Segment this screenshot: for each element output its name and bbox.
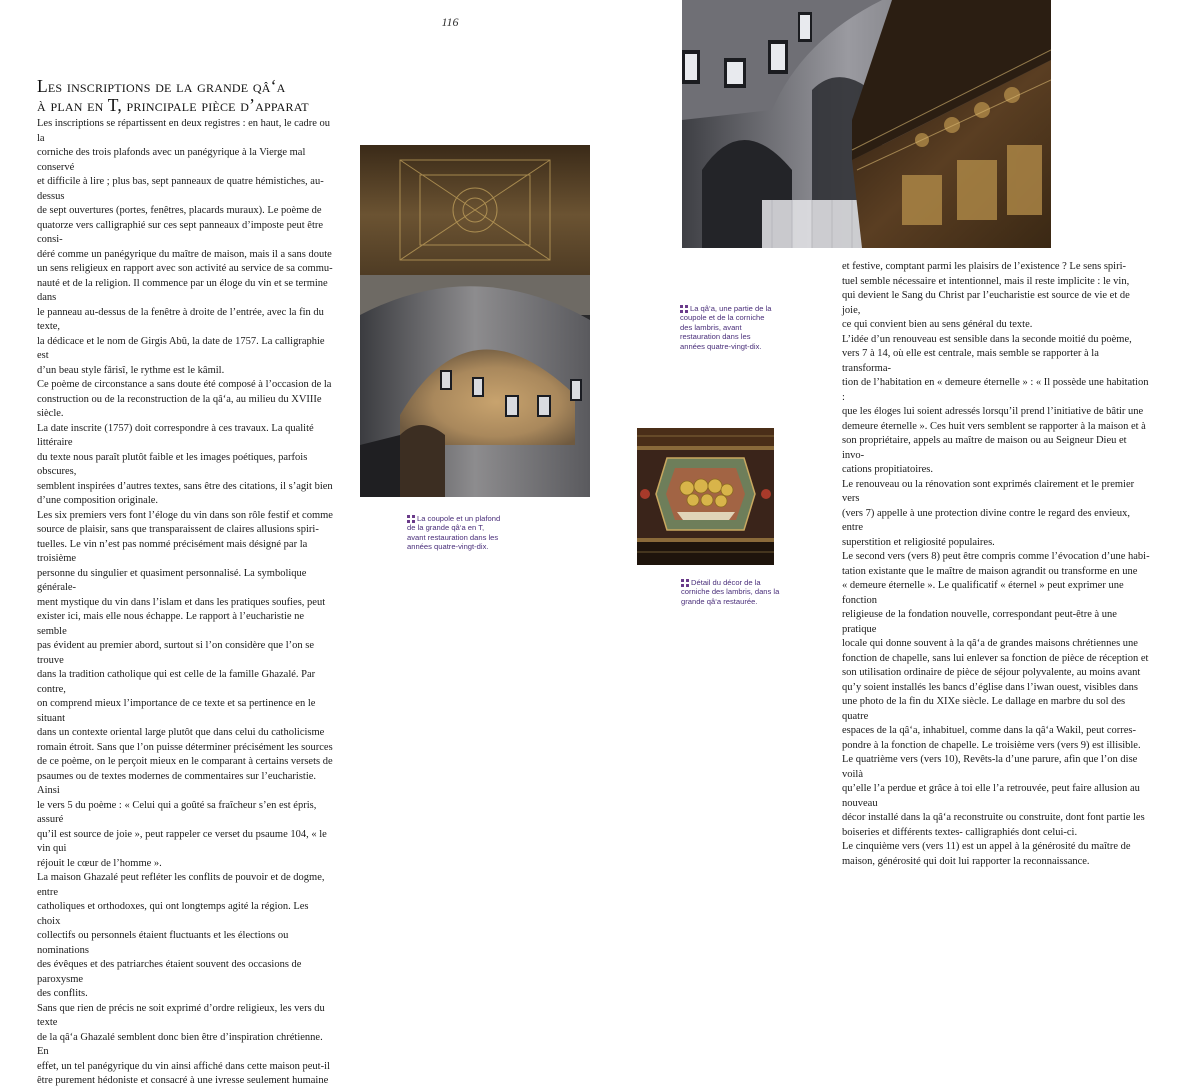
text-line: de la qâ‘a Ghazalé semblent donc bien être d’inspiration chrétienne. En (37, 1031, 323, 1057)
text-line: Le second vers (vers 8) peut être compris comme l’évocation d’une habi- (842, 551, 1150, 562)
text-line: romain étroit. Sans que l’on puisse déterminer précisément les sources (37, 741, 333, 753)
caption-dome-ceiling (407, 514, 502, 552)
text-line: d’un beau style fârisî, le rythme est le kâmil. (37, 364, 225, 376)
text-line: boiseries et différents textes- calligraphiés dont celui-ci. (842, 826, 1078, 838)
text-line: quatorze vers calligraphié sur ces sept panneaux d’imposte peut être consi- (37, 219, 324, 245)
text-line: Sans que rien de précis ne soit exprimé d’ordre religieux, les vers du texte (37, 1002, 325, 1028)
text-line: pondre à la fonction de chapelle. Le troisième vers (vers 9) est illisible. (842, 739, 1141, 751)
text-line: Ce poème de circonstance a sans doute été composé à l’occasion de la (37, 379, 332, 390)
text-line: son utilisation ordinaire de pièce de séjour polyvalente, au moins avant (842, 667, 1141, 678)
text-line: des évêques et des patriarches étaient souvent des occasions de paroxysme (37, 959, 302, 985)
text-line: La maison Ghazalé peut refléter les conflits de pouvoir et de dogme, entre (37, 872, 325, 898)
text-line: de ce poème, on le perçoit mieux en le comparant à certains versets de (37, 756, 333, 767)
photo-qaa-cupola-cornice (682, 0, 1051, 248)
caption-ornament-icon (681, 579, 689, 587)
text-line: qu’elle l’a perdue et grâce à toi elle l’a retrouvée, peut faire allusion au nouveau (842, 783, 1140, 809)
text-line: collectifs ou personnels étaient fluctuants et les élections ou nominations (37, 930, 289, 956)
text-line: tation existante que le maître de maison agrandit ou transforme en une (842, 565, 1138, 577)
text-line: un sens religieux en rapport avec son activité au service de sa commu- (37, 263, 333, 274)
text-line: psaumes ou de textes modernes de commentaires sur l’eucharistie. Ainsi (37, 770, 317, 796)
text-line: vers 7 à 14, où elle est centrale, mais semble se rapporter à la transforma- (842, 348, 1099, 374)
text-line: d’une composition originale. (37, 495, 159, 506)
caption-dome-ceiling-text: La coupole et un plafond de la grande qâ‘a en T, avant restauration dans les années quatre-vingt-dix. (407, 514, 501, 552)
text-line: exister ici, mais elle nous échappe. Le rapport à l’eucharistie ne semble (37, 611, 305, 637)
text-line: du texte nous paraît plutôt faible et les images poétiques, parfois obscures, (37, 451, 308, 477)
text-line: décor installé dans la qâ‘a reconstruite ou construite, dont font partie les (842, 812, 1145, 823)
text-line: tion de l’habitation en « demeure éternelle » : « Il possède une habitation : (842, 377, 1149, 403)
text-line: catholiques et orthodoxes, qui ont longtemps agité la région. Les choix (37, 901, 309, 927)
text-line: de sept ouvertures (portes, fenêtres, placards muraux). Le poème de (37, 205, 322, 216)
text-line: tuelles. Le vin n’est pas nommé précisément mais désigné par la troisième (37, 538, 308, 564)
section-title-line-1: Les inscriptions de la grande qâ‘a (37, 76, 286, 96)
text-line: nauté et de la religion. Il commence par un éloge du vin et se termine dans (37, 277, 328, 303)
text-line: le panneau au-dessus de la fenêtre à droite de l’entrée, avec la fin du texte, (37, 306, 324, 332)
caption-cornice-detail-text: Détail du décor de la corniche des lambris, dans la grande qâ‘a restaurée. (681, 578, 780, 606)
caption-qaa-cupola (680, 304, 775, 351)
text-line: source de plaisir, sans que transparaissent de claires allusions spiri- (37, 524, 319, 535)
text-line: des conflits. (37, 988, 88, 999)
text-line: on comprend mieux l’importance de ce texte et sa pertinence en le situant (37, 698, 316, 724)
text-line: ment mystique du vin dans l’islam et dans les pratiques soufies, peut (37, 596, 326, 608)
text-line: Les inscriptions se répartissent en deux registres : en haut, le cadre ou la (37, 118, 331, 144)
text-line: (vers 7) appelle à une protection divine contre le regard des envieux, entre (842, 507, 1131, 533)
text-line: Les six premiers vers font l’éloge du vin dans son rôle festif et comme (37, 509, 333, 521)
text-line: tuel semble nécessaire et intentionnel, mais il reste implicite : le vin, (842, 275, 1130, 287)
text-line: construction ou de la reconstruction de la qâ‘a, au milieu du XVIIIe siècle. (37, 393, 322, 419)
text-line: superstition et religiosité populaires. (842, 536, 995, 548)
text-line: semblent inspirées d’autres textes, sans être des citations, il s’agit bien (37, 480, 333, 492)
text-line: cations propitiatoires. (842, 464, 933, 475)
text-line: Le renouveau ou la rénovation sont exprimés clairement et le premier vers (842, 478, 1135, 504)
text-line: réjouit le cœur de l’homme ». (37, 857, 162, 869)
text-line: que les éloges lui soient adressés lorsqu’il prend l’initiative de bâtir une (842, 406, 1144, 417)
text-line: effet, un tel panégyrique du vin ainsi affiché dans cette maison peut-il (37, 1060, 330, 1072)
text-column-left (37, 117, 333, 1089)
text-line: être purement hédoniste et consacré à une ivresse seulement humaine (37, 1075, 329, 1086)
photo-dome-ceiling (360, 145, 590, 497)
text-line: une photo de la fin du XIXe siècle. Le dallage en marbre du sol des quatre (842, 696, 1126, 722)
text-line: personne du singulier et quasiment personnalisé. La symbolique générale- (37, 567, 307, 593)
section-title-line-2: à plan en T, principale pièce d’apparat (37, 95, 309, 115)
text-line: Le quatrième vers (vers 10), Revêts-la d’une parure, afin que l’on dise voilà (842, 754, 1138, 780)
text-line: « demeure éternelle ». Le qualificatif « éternel » peut exprimer une fonction (842, 580, 1124, 606)
caption-qaa-cupola-text: La qâ‘a, une partie de la coupole et de la corniche des lambris, avant restauration dans les années quatre-vingt-dix. (680, 304, 772, 351)
text-line: La date inscrite (1757) doit correspondre à ces travaux. La qualité littéraire (37, 422, 314, 448)
text-line: et difficile à lire ; plus bas, sept panneaux de quatre hémistiches, au-dessus (37, 176, 324, 202)
text-line: dans un contexte oriental large plutôt que dans celui du catholicisme (37, 727, 325, 738)
text-line: espaces de la qâ‘a, inhabituel, comme dans la qâ‘a Wakil, peut corres- (842, 725, 1137, 736)
text-line: dans la tradition catholique qui est celle de la famille Ghazalé. Par contre, (37, 669, 316, 695)
page-number: 116 (441, 15, 459, 29)
text-line: qui devient le Sang du Christ par l’eucharistie est source de vie et de joie, (842, 290, 1130, 316)
text-line: son propriétaire, appels au maître de maison ou au Seigneur Dieu et invo- (842, 435, 1127, 461)
caption-cornice-detail (681, 578, 781, 606)
photo-cornice-detail (637, 428, 774, 565)
text-line: et festive, comptant parmi les plaisirs de l’existence ? Le sens spiri- (842, 261, 1126, 272)
text-line: demeure éternelle ». Ces huit vers semblent se rapporter à la maison et à (842, 420, 1146, 432)
text-line: religieuse de la fondation nouvelle, correspondant peut-être à une pratique (842, 609, 1117, 635)
text-line: qu’y soient installés les bancs d’église dans l’iwan ouest, visibles dans (842, 681, 1138, 693)
text-line: déré comme un panégyrique du maître de maison, mais il a sans doute (37, 248, 332, 260)
text-line: fonction de chapelle, sans lui enlever sa fonction de pièce de réception et (842, 652, 1149, 664)
caption-ornament-icon (407, 515, 415, 523)
text-line: ce qui convient bien au sens général du texte. (842, 319, 1033, 330)
text-line: corniche des trois plafonds avec un panégyrique à la Vierge mal conservé (37, 147, 306, 173)
text-line: la dédicace et le nom de Girgis Abû, la date de 1757. La calligraphie est (37, 335, 325, 361)
text-line: Le cinquième vers (vers 11) est un appel à la générosité du maître de (842, 841, 1131, 852)
text-line: L’idée d’un renouveau est sensible dans la seconde moitié du poème, (842, 333, 1132, 345)
text-line: locale qui donne souvent à la qâ‘a de grandes maisons chrétiennes une (842, 638, 1138, 649)
caption-ornament-icon (680, 305, 688, 313)
text-line: le vers 5 du poème : « Celui qui a goûté sa fraîcheur s’en est épris, assuré (37, 799, 317, 825)
text-line: pas évident au premier abord, surtout si l’on considère que l’on se trouve (37, 640, 315, 666)
text-column-right (842, 260, 1150, 869)
section-title (37, 77, 357, 115)
text-line: qu’il est source de joie », peut rappeler ce verset du psaume 104, « le vin qui (37, 828, 327, 854)
text-line: maison, générosité qui doit lui rapporter la reconnaissance. (842, 855, 1090, 867)
